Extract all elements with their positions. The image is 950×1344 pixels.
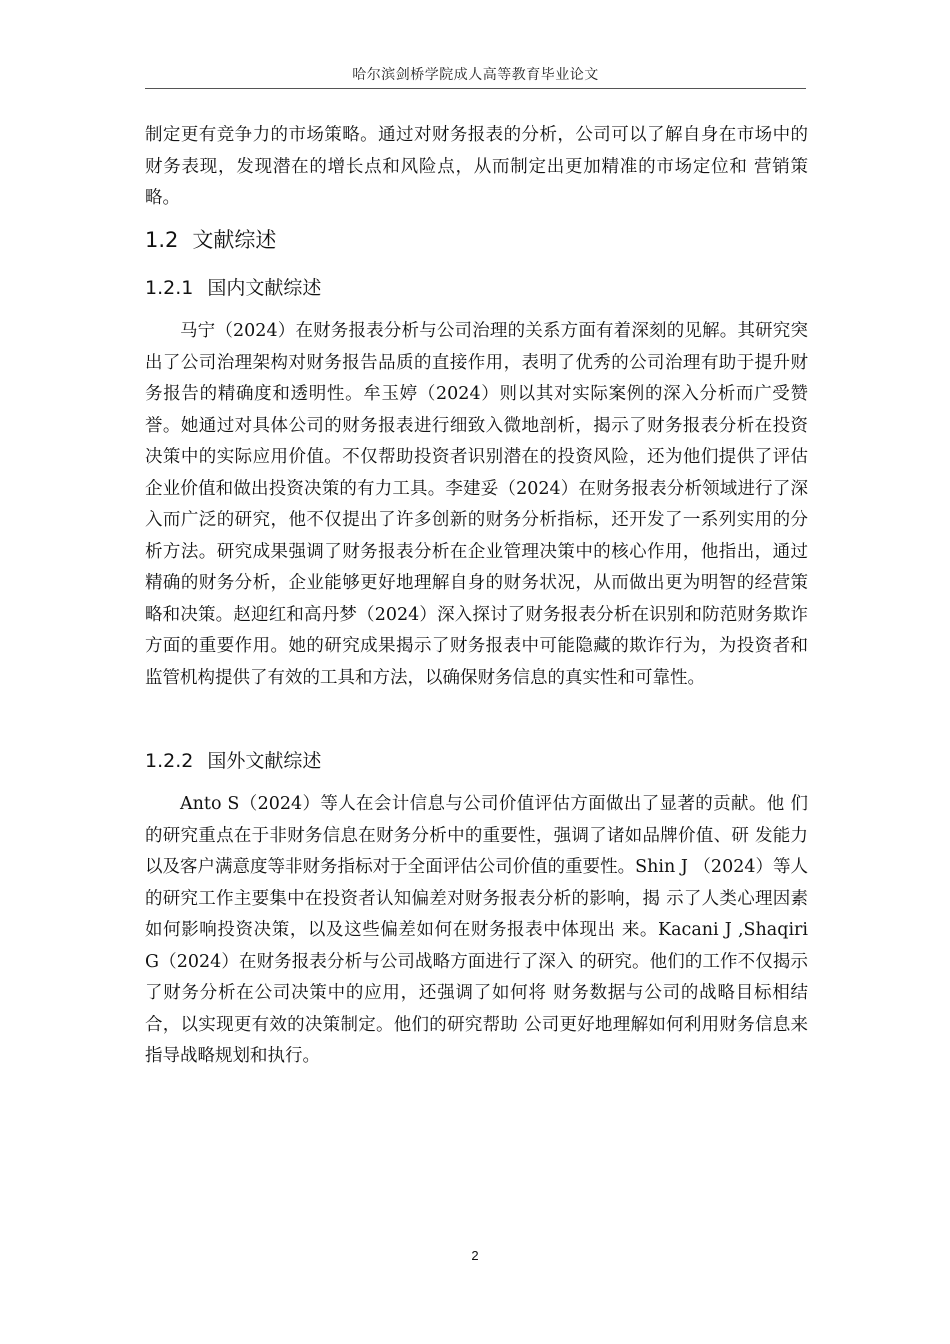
subsection-number: 1.2.2 [145, 750, 194, 772]
page-number: 2 [471, 1248, 479, 1263]
subsection-title: 国外文献综述 [207, 750, 322, 772]
subsection-heading-1-2-1 [145, 273, 321, 300]
subsection-heading-1-2-2 [145, 746, 321, 773]
header-divider [145, 88, 806, 89]
paragraph-domestic-review: 马宁（2024）在财务报表分析与公司治理的关系方面有着深刻的见解。其研究突出了公司治理架构对财务报告品质的直接作用，表明了优秀的公司治理有助于提升财务报告的精确度和透明性。牟玉婷（2024）则以其对实际案例的深入分析而广受赞誉。她通过对具体公司的财务报表进行细致入微地剖析，揭示了财务报表分析在投资决策中的实际应用价值。不仅帮助投资者识别潜在的投资风险，还为他们提供了评估企业价值和做出投资决策的有力工具。李建妥（2024）在财务报表分析领域进行了深入而广泛的研究，他不仅提出了许多创新的财务分析指标，还开发了一系列实用的分析方法。研究成果强调了财务报表分析在企业管理决策中的核心作用，他指出，通过精确的财务分析，企业能够更好地理解自身的财务状况，从而做出更为明智的经营策略和决策。赵迎红和高丹梦（2024）深入探讨了财务报表分析在识别和防范财务欺诈方面的重要作用。她的研究成果揭示了财务报表中可能隐藏的欺诈行为，为投资者和监管机构提供了有效的工具和方法，以确保财务信息的真实性和可靠性。 [145, 321, 808, 688]
paragraph-foreign-review: Anto S（2024）等人在会计信息与公司价值评估方面做出了显著的贡献。他 们的研究重点在于非财务信息在财务分析中的重要性，强调了诸如品牌价值、研 发能力以及客户满意度等非财务指标对于全面评估公司价值的重要性。Shin J （2024）等人的研究工作主要集中在投资者认知偏差对财务报表分析的影响，揭 示了人类心理因素如何影响投资决策，以及这些偏差如何在财务报表中体现出 来。Kacani J ,Shaqiri G（2024）在财务报表分析与公司战略方面进行了深入 的研究。他们的工作不仅揭示了财务分析在公司决策中的应用，还强调了如何将 财务数据与公司的战略目标相结合，以实现更有效的决策制定。他们的研究帮助 公司更好地理解如何利用财务信息来指导战略规划和执行。 [145, 794, 808, 1066]
section-title: 文献综述 [192, 228, 277, 252]
section-number: 1.2 [145, 228, 179, 252]
subsection-number: 1.2.1 [145, 277, 194, 299]
paragraph-intro-continuation: 制定更有竞争力的市场策略。通过对财务报表的分析，公司可以了解自身在市场中的财务表现，发现潜在的增长点和风险点，从而制定出更加精准的市场定位和 营销策略。 [145, 125, 808, 208]
section-heading-1-2 [145, 224, 276, 254]
running-header: 哈尔滨剑桥学院成人高等教育毕业论文 [352, 67, 599, 83]
subsection-title: 国内文献综述 [207, 277, 322, 299]
